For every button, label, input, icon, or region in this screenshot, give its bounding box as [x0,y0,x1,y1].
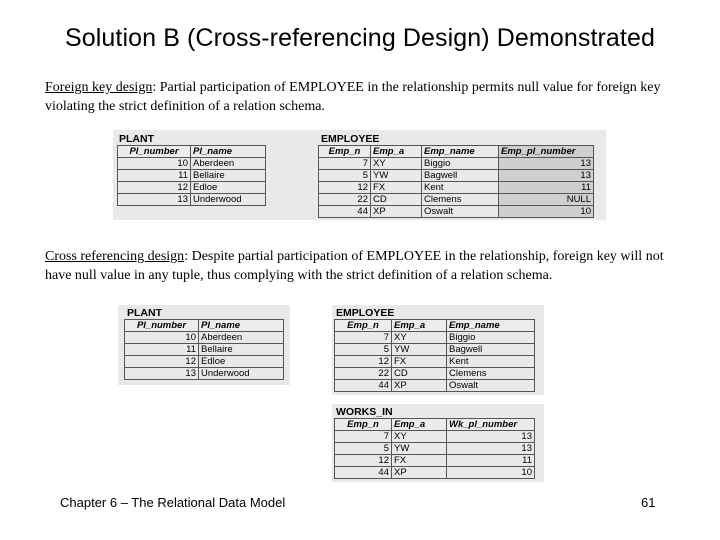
table-cell: 5 [335,443,392,455]
table-cell: XY [371,158,422,170]
column-header: Emp_name [422,146,499,158]
table-cell: FX [392,356,447,368]
table-cell: Bellaire [199,344,284,356]
table-cell: 10 [499,206,594,218]
table-cell: 11 [118,170,191,182]
table-cell: Kent [422,182,499,194]
table-cell: 10 [125,332,199,344]
table-cell: 13 [499,158,594,170]
works-in-table [334,418,535,479]
column-header: Emp_a [392,320,447,332]
table-row [319,206,594,218]
table-row [335,344,535,356]
column-header: Wk_pl_number [447,419,535,431]
table-cell: 13 [447,431,535,443]
table-cell: NULL [499,194,594,206]
plant-table-top [117,145,266,206]
column-header: Emp_n [335,320,392,332]
table-row [319,170,594,182]
table-cell: YW [392,443,447,455]
table-row [335,431,535,443]
plant-table-caption-bottom: PLANT [127,307,162,319]
plant-table-bottom [124,319,284,380]
table-cell: Underwood [191,194,266,206]
table-cell: Bellaire [191,170,266,182]
table-cell: Biggio [422,158,499,170]
table-cell: 44 [319,206,371,218]
table-cell: 12 [335,455,392,467]
foreign-key-design-paragraph [45,78,685,116]
cross-referencing-design-text: : Despite partial participation of EMPLOYEE in the relationship, foreign key will not have null value in any tuple, thus complying with the strict definition of a relation schema. [45,249,664,283]
table-cell: XY [392,332,447,344]
table-cell: CD [371,194,422,206]
table-row [125,332,284,344]
table-cell: 11 [125,344,199,356]
table-cell: 12 [118,182,191,194]
table-cell: Kent [447,356,535,368]
table-header-row [335,419,535,431]
column-header: Pl_number [125,320,199,332]
column-header: Pl_name [199,320,284,332]
table-cell: XY [392,431,447,443]
table-cell: YW [371,170,422,182]
employee-table-bottom [334,319,535,392]
table-row [319,182,594,194]
table-cell: FX [371,182,422,194]
table-cell: 44 [335,380,392,392]
table-cell: YW [392,344,447,356]
table-cell: 22 [335,368,392,380]
column-header: Emp_a [371,146,422,158]
table-row [125,356,284,368]
table-row [335,455,535,467]
table-cell: Clemens [447,368,535,380]
cross-referencing-design-term: Cross referencing design [45,249,185,264]
table-cell: 22 [319,194,371,206]
column-header: Pl_number [118,146,191,158]
table-header-row [319,146,594,158]
table-cell: 11 [447,455,535,467]
table-cell: 10 [118,158,191,170]
column-header: Emp_n [319,146,371,158]
table-row [319,194,594,206]
table-cell: 11 [499,182,594,194]
table-cell: 5 [319,170,371,182]
cross-referencing-design-paragraph [45,247,685,285]
table-header-row [118,146,266,158]
table-row [335,467,535,479]
column-header: Emp_name [447,320,535,332]
table-cell: XP [392,380,447,392]
table-row [335,356,535,368]
table-cell: Oswalt [447,380,535,392]
table-cell: Biggio [447,332,535,344]
table-row [118,158,266,170]
table-cell: Aberdeen [191,158,266,170]
table-row [335,332,535,344]
table-cell: Aberdeen [199,332,284,344]
employee-table-top [318,145,594,218]
table-cell: Oswalt [422,206,499,218]
table-cell: 10 [447,467,535,479]
table-row [118,194,266,206]
employee-table-caption-top: EMPLOYEE [321,133,380,145]
table-header-row [335,320,535,332]
table-cell: 12 [125,356,199,368]
table-cell: Edloe [191,182,266,194]
table-cell: 7 [335,332,392,344]
column-header: Pl_name [191,146,266,158]
table-cell: Bagwell [447,344,535,356]
table-row [125,344,284,356]
table-row [335,368,535,380]
table-cell: XP [371,206,422,218]
table-cell: 12 [335,356,392,368]
table-row [335,380,535,392]
table-cell: 7 [319,158,371,170]
plant-table-caption-top: PLANT [119,133,154,145]
footer-page-number: 61 [641,495,656,510]
table-cell: 12 [319,182,371,194]
table-cell: 7 [335,431,392,443]
table-row [118,170,266,182]
table-cell: Clemens [422,194,499,206]
column-header: Emp_a [392,419,447,431]
table-cell: 13 [447,443,535,455]
table-cell: 44 [335,467,392,479]
footer-chapter: Chapter 6 – The Relational Data Model [60,495,286,510]
table-cell: Edloe [199,356,284,368]
table-row [335,443,535,455]
column-header: Emp_pl_number [499,146,594,158]
table-row [125,368,284,380]
table-cell: FX [392,455,447,467]
table-row [319,158,594,170]
column-header: Emp_n [335,419,392,431]
slide-title: Solution B (Cross-referencing Design) Demonstrated [65,24,655,52]
table-row [118,182,266,194]
table-cell: 13 [499,170,594,182]
table-cell: 5 [335,344,392,356]
works-in-table-caption: WORKS_IN [336,406,393,418]
foreign-key-design-term: Foreign key design [45,80,153,95]
table-cell: Underwood [199,368,284,380]
table-cell: XP [392,467,447,479]
employee-table-caption-bottom: EMPLOYEE [336,307,395,319]
table-cell: Bagwell [422,170,499,182]
foreign-key-design-text: : Partial participation of EMPLOYEE in the relationship permits null value for foreign key violating the strict definition of a relation schema. [45,80,661,114]
table-header-row [125,320,284,332]
table-cell: CD [392,368,447,380]
table-cell: 13 [118,194,191,206]
table-cell: 13 [125,368,199,380]
